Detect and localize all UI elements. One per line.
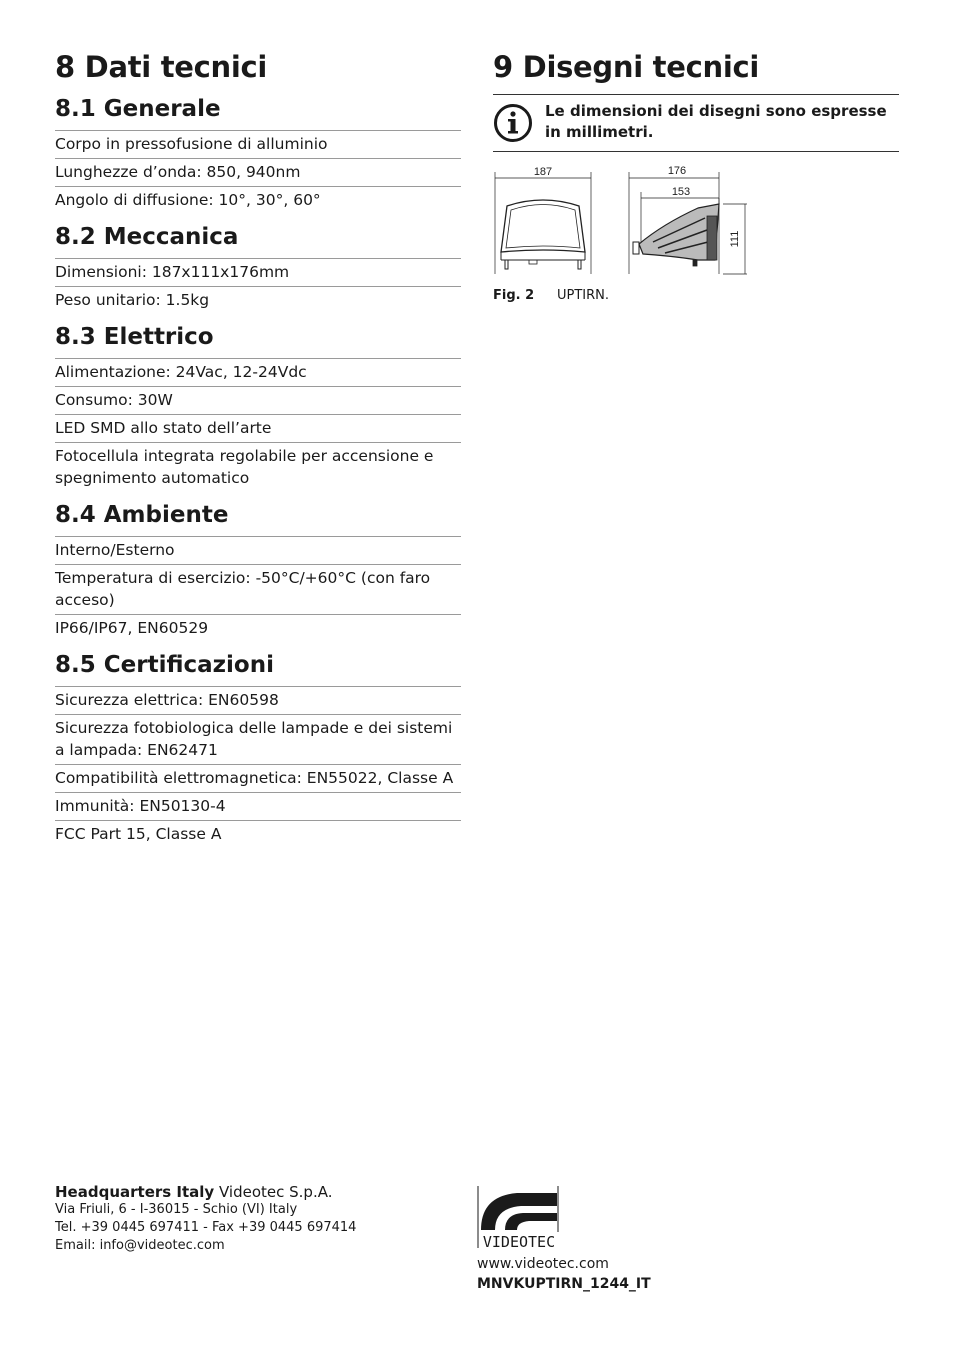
page-title: 8 Dati tecnici — [55, 50, 268, 84]
spec-row: Sicurezza elettrica: EN60598 — [55, 686, 461, 714]
section-mechanical — [55, 222, 461, 314]
email: Email: info@videotec.com — [55, 1238, 225, 1253]
drawing-svg — [493, 164, 763, 284]
spec-row: IP66/IP67, EN60529 — [55, 614, 461, 642]
info-icon — [493, 103, 533, 143]
videotec-logo — [477, 1184, 561, 1250]
figure-caption-text: UPTIRN. — [557, 288, 610, 303]
figure-label: Fig. 2 — [493, 288, 535, 303]
section-title: 9 Disegni tecnici — [493, 50, 759, 84]
technical-data-column — [55, 48, 461, 856]
technical-drawings-column — [493, 48, 899, 303]
spec-row: FCC Part 15, Classe A — [55, 820, 461, 848]
headquarters-line — [55, 1183, 356, 1201]
figure-caption — [493, 288, 899, 303]
spec-row: Angolo di diffusione: 10°, 30°, 60° — [55, 186, 461, 214]
section-electrical — [55, 322, 461, 492]
spec-row: Dimensioni: 187x111x176mm — [55, 258, 461, 286]
technical-drawing — [493, 164, 899, 284]
spec-row: Consumo: 30W — [55, 386, 461, 414]
section-certifications — [55, 650, 461, 848]
phone: Tel. +39 0445 697411 - Fax +39 0445 697414 — [55, 1220, 357, 1235]
spec-row: LED SMD allo stato dell’arte — [55, 414, 461, 442]
section-heading: 8.4 Ambiente — [55, 502, 229, 528]
spec-row: Corpo in pressofusione di alluminio — [55, 130, 461, 158]
spec-row: Fotocellula integrata regolabile per accensione e spegnimento automatico — [55, 442, 461, 492]
section-heading: 8.5 Certificazioni — [55, 652, 274, 678]
spec-row: Compatibilità elettromagnetica: EN55022, Classe A — [55, 764, 461, 792]
dimension-depth: 176 — [667, 165, 687, 177]
footer-brand — [477, 1184, 651, 1294]
spec-row: Sicurezza fotobiologica delle lampade e dei sistemi a lampada: EN62471 — [55, 714, 461, 764]
section-environment — [55, 500, 461, 642]
note-text: Le dimensioni dei disegni sono espresse in millimetri. — [545, 102, 887, 141]
section-heading: 8.1 Generale — [55, 96, 221, 122]
spec-row: Peso unitario: 1.5kg — [55, 286, 461, 314]
section-general — [55, 94, 461, 214]
spec-row: Temperatura di esercizio: -50°C/+60°C (con faro acceso) — [55, 564, 461, 614]
headquarters-label: Headquarters Italy — [55, 1183, 215, 1201]
spec-row: Lunghezze d’onda: 850, 940nm — [55, 158, 461, 186]
logo-text: VIDEOTEC — [482, 1233, 556, 1250]
spec-row: Interno/Esterno — [55, 536, 461, 564]
front-view — [495, 172, 591, 274]
document-code: MNVKUPTIRN_1244_IT — [477, 1276, 651, 1292]
address: Via Friuli, 6 - I-36015 - Schio (VI) Italy — [55, 1202, 298, 1217]
section-heading: 8.3 Elettrico — [55, 324, 214, 350]
spec-row: Alimentazione: 24Vac, 12-24Vdc — [55, 358, 461, 386]
section-heading: 8.2 Meccanica — [55, 224, 239, 250]
dimension-depth-inner: 153 — [671, 186, 691, 198]
website: www.videotec.com — [477, 1256, 609, 1272]
spec-row: Immunità: EN50130-4 — [55, 792, 461, 820]
dimension-height: 111 — [729, 230, 741, 248]
company-name: Videotec S.p.A. — [214, 1183, 333, 1201]
info-note — [493, 94, 899, 152]
dimension-width: 187 — [533, 166, 553, 178]
footer-contact — [55, 1183, 356, 1255]
